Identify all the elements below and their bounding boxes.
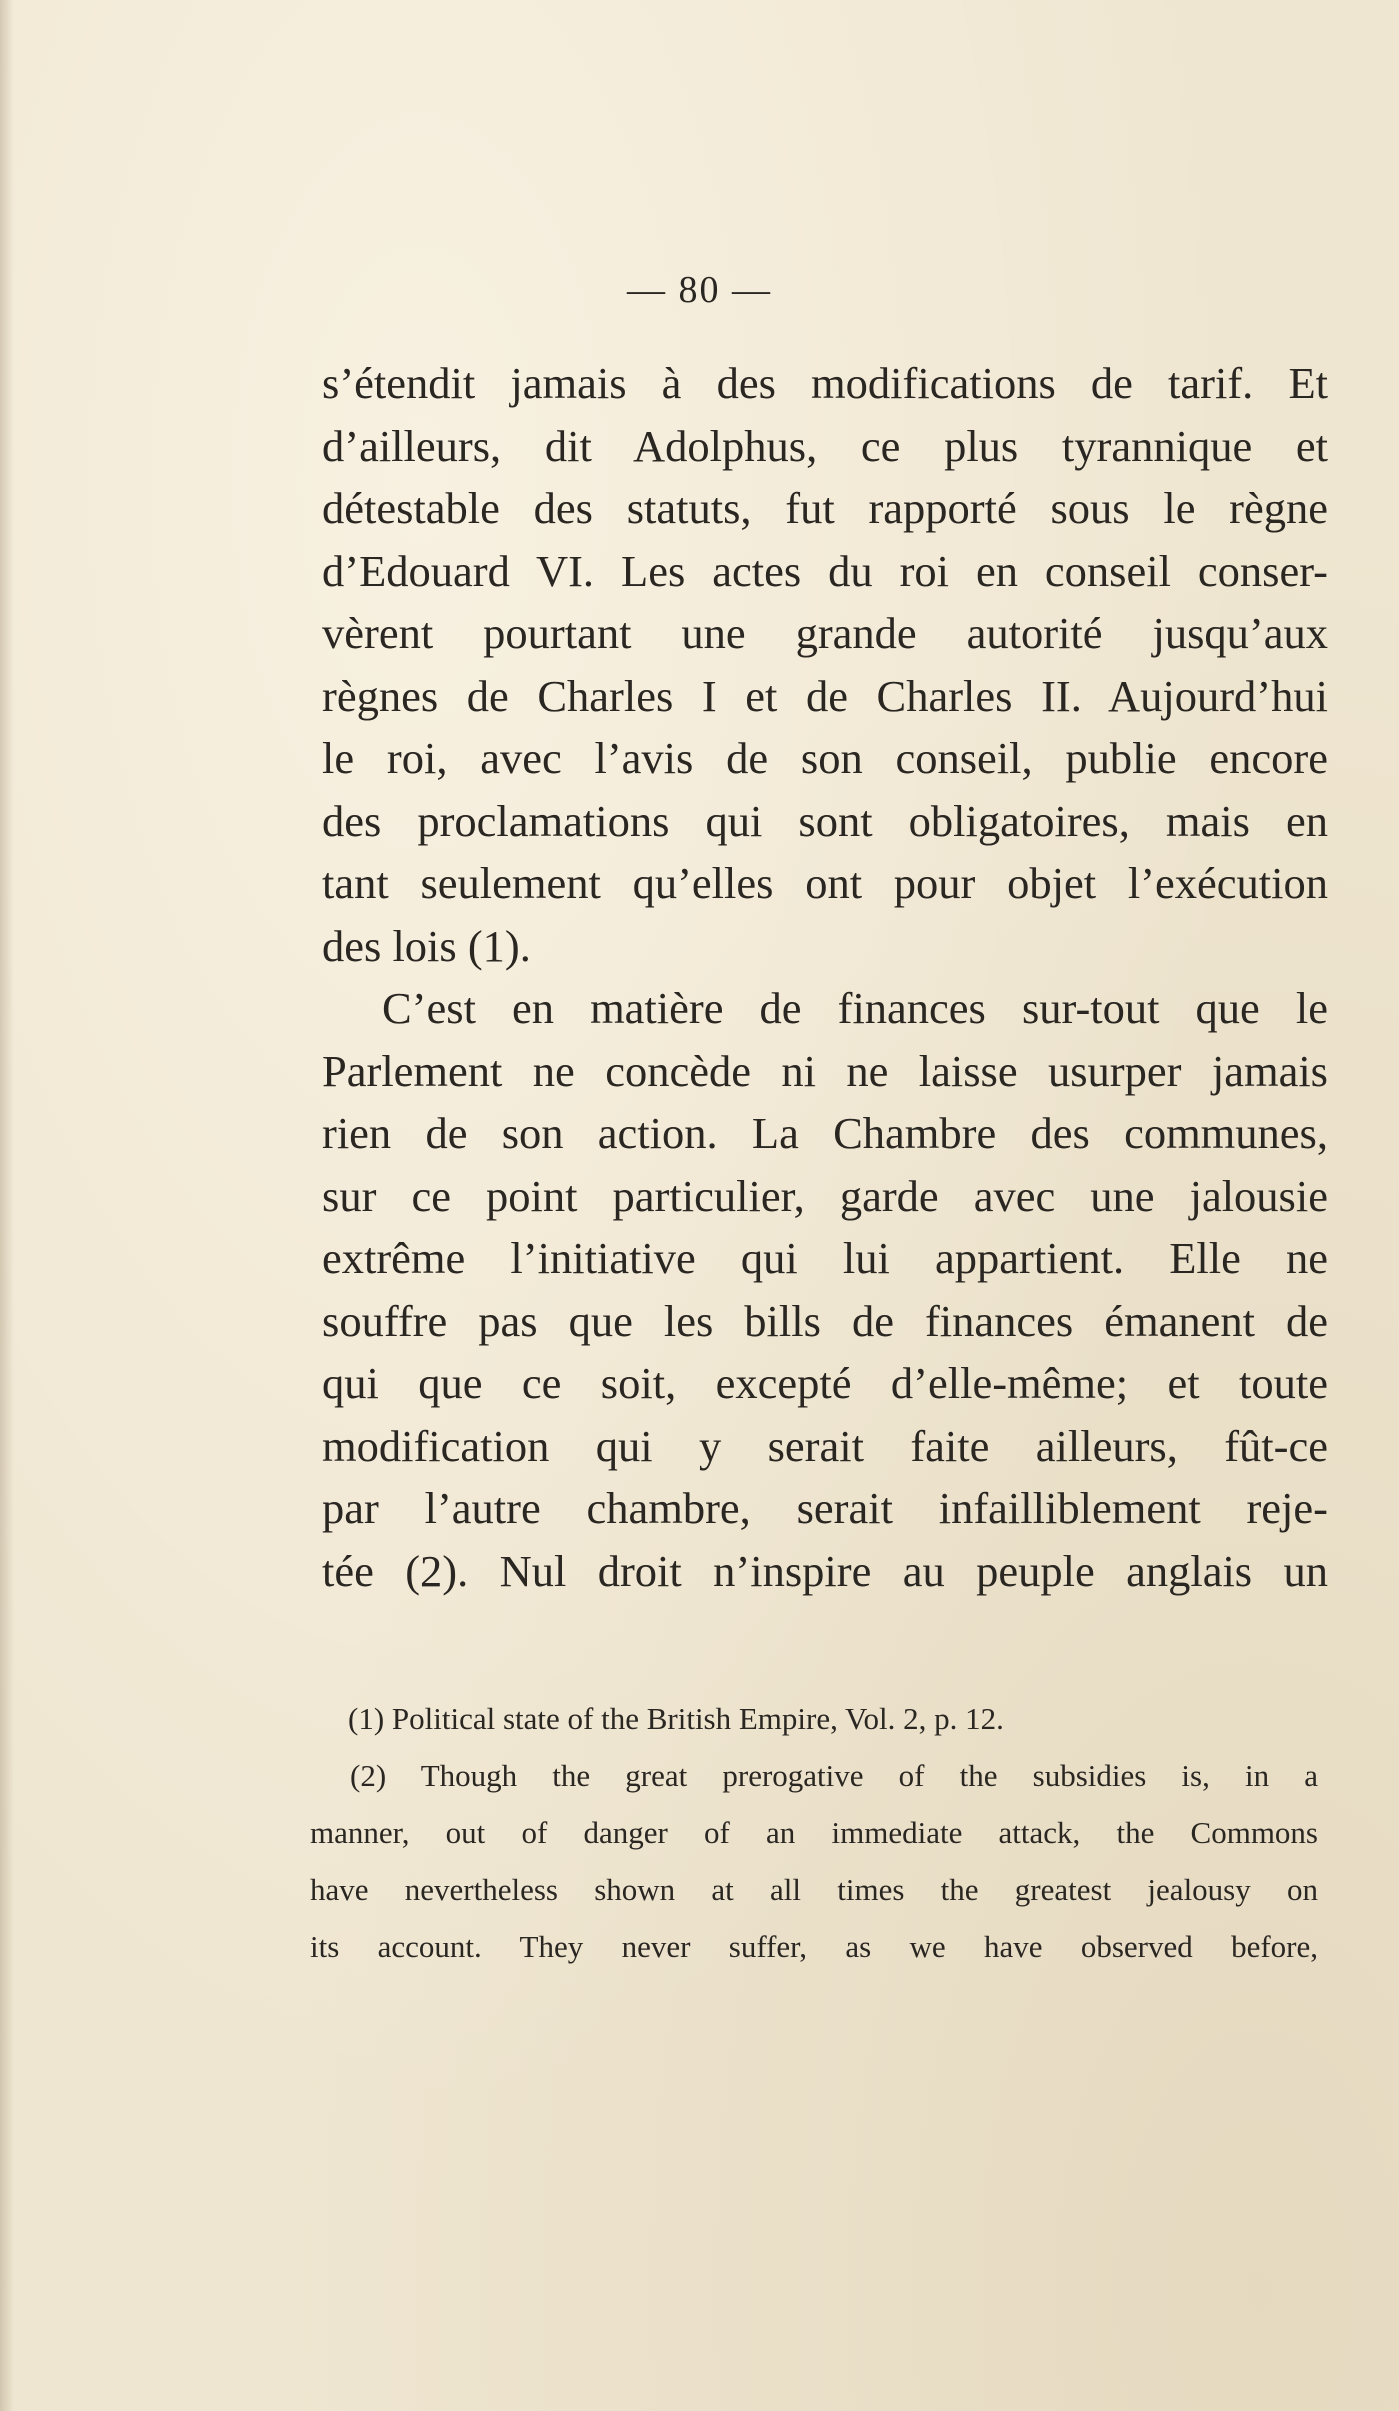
text-line: modification qui y serait faite ailleurs, fût-ce xyxy=(322,1420,1328,1471)
text-line: extrême l’initiative qui lui appartient. Elle ne xyxy=(322,1233,1328,1283)
footnote-line: its account. They never suffer, as we have observed before, xyxy=(310,1929,1318,1964)
text-line: règnes de Charles I et de Charles II. Aujourd’hui xyxy=(322,670,1328,721)
text-line: tant seulement qu’elles ont pour objet l’exécution xyxy=(322,858,1328,908)
body-text xyxy=(322,352,1328,1602)
text-line: C’est en matière de finances sur-tout que le xyxy=(382,983,1328,1033)
text-line: des lois (1). xyxy=(322,920,531,971)
text-line: d’Edouard VI. Les actes du roi en conseil conser- xyxy=(322,545,1328,596)
text-line: sur ce point particulier, garde avec une jalousie xyxy=(322,1170,1328,1221)
text-line: détestable des statuts, fut rapporté sous le règne xyxy=(322,483,1328,533)
text-line: le roi, avec l’avis de son conseil, publie encore xyxy=(322,733,1328,783)
text-line: par l’autre chambre, serait infailliblement reje- xyxy=(322,1483,1328,1533)
footnote-1 xyxy=(310,1690,1318,1747)
page-number: — 80 — xyxy=(627,269,772,311)
text-line: vèrent pourtant une grande autorité jusqu’aux xyxy=(322,608,1328,658)
paragraph-2 xyxy=(322,977,1328,1602)
footnote-line: (2) Though the great prerogative of the subsidies is, in a xyxy=(350,1758,1318,1793)
text-line: s’étendit jamais à des modifications de tarif. Et xyxy=(322,358,1328,408)
page-edge-shadow xyxy=(0,0,14,2411)
footnote-line: have nevertheless shown at all times the greatest jealousy on xyxy=(310,1872,1318,1907)
text-line: tée (2). Nul droit n’inspire au peuple anglais un xyxy=(322,1545,1328,1596)
paragraph-1 xyxy=(322,352,1328,977)
text-line: souffre pas que les bills de finances émanent de xyxy=(322,1295,1328,1346)
text-line: qui que ce soit, excepté d’elle-même; et toute xyxy=(322,1358,1328,1408)
footnotes xyxy=(310,1690,1318,1975)
text-line: Parlement ne concède ni ne laisse usurper jamais xyxy=(322,1045,1328,1096)
text-line: des proclamations qui sont obligatoires, mais en xyxy=(322,795,1328,846)
footnote-line: (1) Political state of the British Empire, Vol. 2, p. 12. xyxy=(348,1701,1004,1736)
text-line: d’ailleurs, dit Adolphus, ce plus tyrannique et xyxy=(322,420,1328,471)
text-line: rien de son action. La Chambre des communes, xyxy=(322,1108,1328,1158)
footnote-2 xyxy=(310,1747,1318,1975)
footnote-line: manner, out of danger of an immediate attack, the Commons xyxy=(310,1815,1318,1850)
